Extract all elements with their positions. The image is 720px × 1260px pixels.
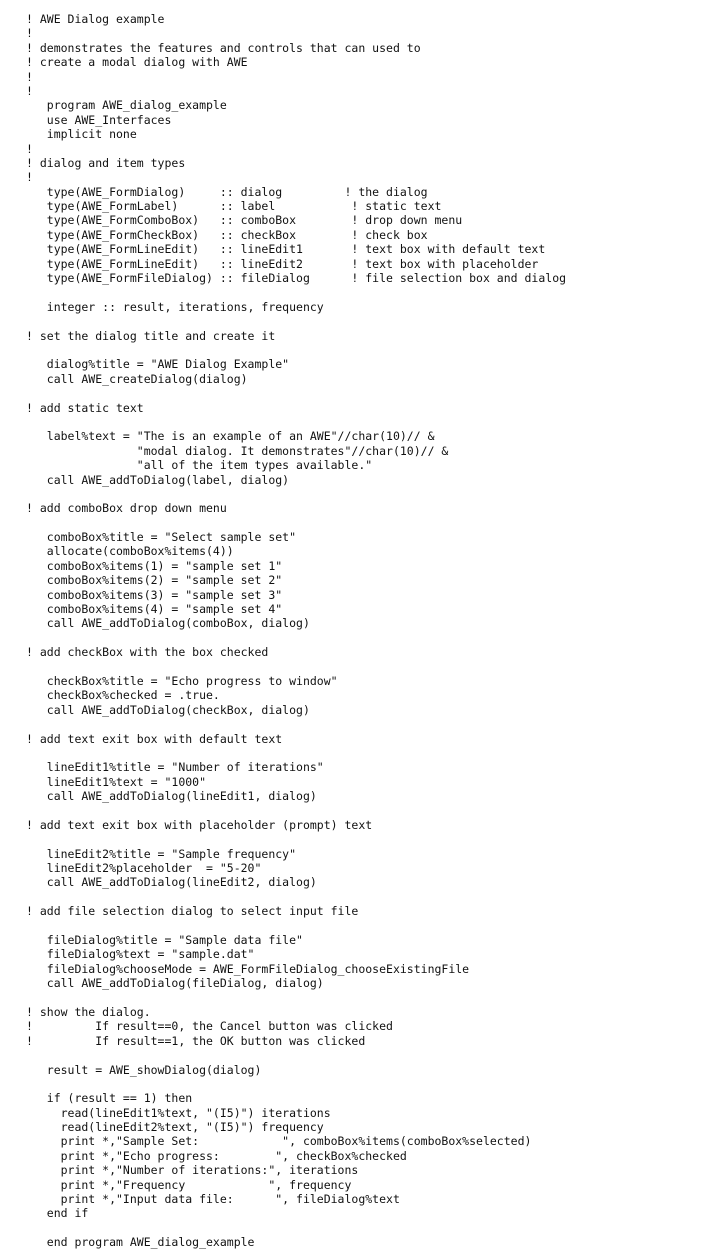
- code-line: call AWE_addToDialog(lineEdit1, dialog): [26, 789, 317, 804]
- code-line: call AWE_addToDialog(checkBox, dialog): [26, 702, 310, 717]
- code-line: [26, 1221, 716, 1235]
- code-line: [26, 487, 716, 501]
- code-line: type(AWE_FormDialog) :: dialog ! the dialog: [26, 184, 428, 199]
- code-line: read(lineEdit2%text, "(I5)") frequency: [26, 1120, 324, 1135]
- code-line: ! If result==0, the Cancel button was clicked: [26, 1019, 393, 1034]
- code-line: [26, 285, 716, 299]
- code-line: lineEdit2%title = "Sample frequency": [26, 846, 297, 861]
- code-line: lineEdit1%text = "1000": [26, 774, 207, 789]
- code-line: type(AWE_FormFileDialog) :: fileDialog ! file selection box and dialog: [26, 271, 567, 286]
- code-line: ! add text exit box with placeholder (prompt) text: [26, 817, 373, 832]
- code-line: call AWE_addToDialog(label, dialog): [26, 472, 290, 487]
- code-line: call AWE_addToDialog(lineEdit2, dialog): [26, 875, 317, 890]
- code-line: [26, 631, 716, 645]
- code-line: end if: [26, 1206, 89, 1221]
- code-line: "all of the item types available.": [26, 458, 373, 473]
- code-line: ! add file selection dialog to select input file: [26, 904, 359, 919]
- code-line: [26, 516, 716, 530]
- code-line: type(AWE_FormComboBox) :: comboBox ! drop down menu: [26, 213, 463, 228]
- code-line: [26, 803, 716, 817]
- code-line: ! add text exit box with default text: [26, 731, 283, 746]
- source-code-listing: [26, 12, 716, 1250]
- code-line: [26, 717, 716, 731]
- code-line: [26, 314, 716, 328]
- code-line: print *,"Number of iterations:", iterations: [26, 1163, 359, 1178]
- code-line: [26, 1048, 716, 1062]
- code-line: !: [26, 170, 33, 185]
- code-line: lineEdit2%placeholder = "5-20": [26, 861, 262, 876]
- code-line: print *,"Sample Set: ", comboBox%items(comboBox%selected): [26, 1134, 532, 1149]
- code-line: [26, 746, 716, 760]
- code-line: [26, 660, 716, 674]
- code-line: [26, 991, 716, 1005]
- code-line: ! dialog and item types: [26, 155, 186, 170]
- code-line: comboBox%title = "Select sample set": [26, 530, 297, 545]
- code-line: print *,"Echo progress: ", checkBox%checked: [26, 1148, 407, 1163]
- code-line: [26, 386, 716, 400]
- code-line: result = AWE_showDialog(dialog): [26, 1062, 262, 1077]
- code-line: ! add comboBox drop down menu: [26, 501, 227, 516]
- code-line: fileDialog%chooseMode = AWE_FormFileDialog_chooseExistingFile: [26, 961, 470, 976]
- code-line: !: [26, 83, 33, 98]
- code-line: use AWE_Interfaces: [26, 112, 172, 127]
- code-line: checkBox%checked = .true.: [26, 688, 220, 703]
- code-line: label%text = "The is an example of an AWE"//char(10)// &: [26, 429, 435, 444]
- code-line: [26, 832, 716, 846]
- code-line: read(lineEdit1%text, "(I5)") iterations: [26, 1105, 331, 1120]
- code-line: call AWE_createDialog(dialog): [26, 371, 248, 386]
- code-line: [26, 890, 716, 904]
- code-line: ! add checkBox with the box checked: [26, 645, 269, 660]
- code-line: ! AWE Dialog example: [26, 12, 165, 26]
- code-line: dialog%title = "AWE Dialog Example": [26, 357, 290, 372]
- code-line: lineEdit1%title = "Number of iterations": [26, 760, 324, 775]
- code-line: type(AWE_FormLabel) :: label ! static text: [26, 199, 442, 214]
- code-line: call AWE_addToDialog(fileDialog, dialog): [26, 976, 324, 991]
- code-line: if (result == 1) then: [26, 1091, 193, 1106]
- code-line: allocate(comboBox%items(4)): [26, 544, 234, 559]
- code-line: !: [26, 141, 33, 156]
- code-line: type(AWE_FormLineEdit) :: lineEdit1 ! text box with default text: [26, 242, 546, 257]
- code-line: [26, 919, 716, 933]
- code-line: [26, 415, 716, 429]
- code-line: fileDialog%title = "Sample data file": [26, 933, 303, 947]
- code-line: ! add static text: [26, 400, 144, 415]
- code-line: !: [26, 26, 33, 41]
- code-line: comboBox%items(1) = "sample set 1": [26, 558, 283, 573]
- code-line: ! show the dialog.: [26, 1004, 151, 1019]
- code-line: ! create a modal dialog with AWE: [26, 55, 248, 70]
- code-line: !: [26, 69, 33, 84]
- code-line: comboBox%items(2) = "sample set 2": [26, 573, 283, 588]
- code-line: integer :: result, iterations, frequency: [26, 299, 324, 314]
- code-line: type(AWE_FormCheckBox) :: checkBox ! check box: [26, 227, 428, 242]
- code-line: type(AWE_FormLineEdit) :: lineEdit2 ! text box with placeholder: [26, 256, 539, 271]
- code-line: [26, 343, 716, 357]
- code-line: comboBox%items(4) = "sample set 4": [26, 602, 283, 617]
- code-line: end program AWE_dialog_example: [26, 1235, 255, 1250]
- code-line: ! set the dialog title and create it: [26, 328, 276, 343]
- code-line: comboBox%items(3) = "sample set 3": [26, 587, 283, 602]
- code-line: implicit none: [26, 127, 137, 142]
- code-line: call AWE_addToDialog(comboBox, dialog): [26, 616, 310, 631]
- code-line: ! demonstrates the features and controls that can used to: [26, 40, 421, 55]
- code-line: print *,"Frequency ", frequency: [26, 1177, 352, 1192]
- code-line: ! If result==1, the OK button was clicked: [26, 1033, 366, 1048]
- code-line: fileDialog%text = "sample.dat": [26, 947, 255, 962]
- code-line: checkBox%title = "Echo progress to window": [26, 673, 338, 688]
- code-line: print *,"Input data file: ", fileDialog%text: [26, 1192, 400, 1207]
- code-line: [26, 1077, 716, 1091]
- code-line: program AWE_dialog_example: [26, 98, 227, 113]
- code-line: "modal dialog. It demonstrates"//char(10)// &: [26, 443, 449, 458]
